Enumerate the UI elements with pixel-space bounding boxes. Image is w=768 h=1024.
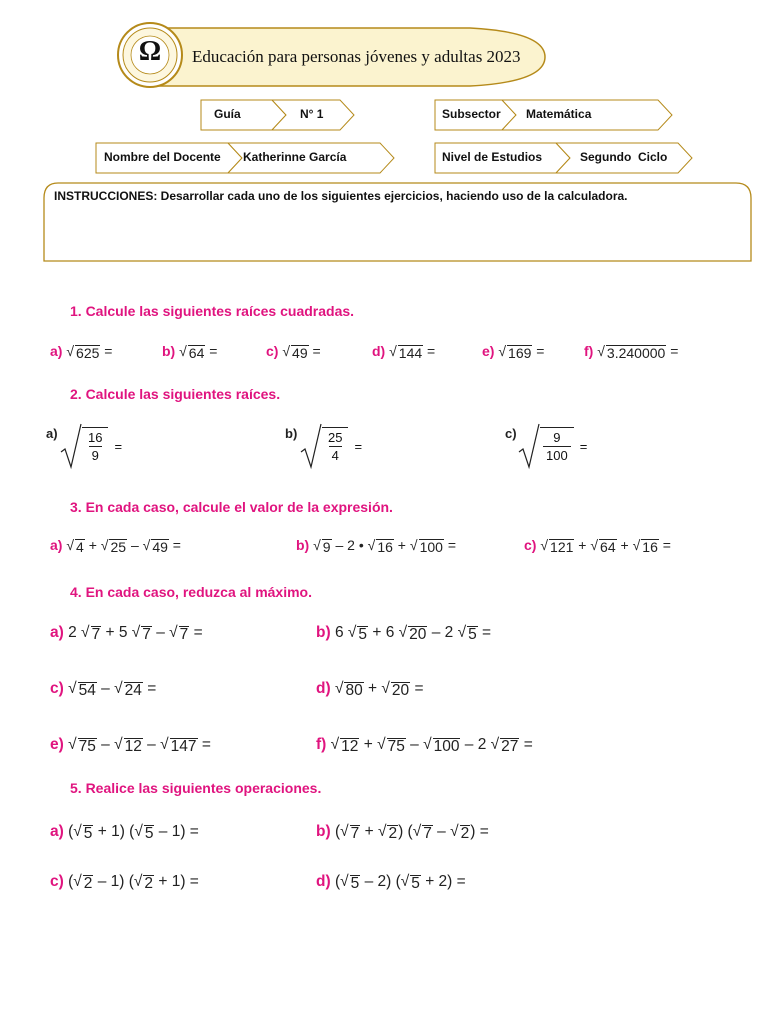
q2-title: 2. Calcule las siguientes raíces. [70,386,281,402]
q5-title: 5. Realice las siguientes operaciones. [70,780,322,796]
q3-item-c: c) √ 121 + √ 64 + √ 16 = [524,537,671,555]
q2-item-c: $\frac{9}{100}$ = [518,422,587,470]
q4-item-d: d) √ 80 + √ 20 = [316,680,424,699]
logo-omega-icon: Ω [138,36,162,67]
q2-label-b: b) [285,426,298,441]
q2-item-b: $\frac{25}{4}$ = [300,422,362,470]
q1-item-c: c) √ 49 = [266,343,321,361]
q1-item-e: e) √ 169 = [482,343,545,361]
q1-title: 1. Calcule las siguientes raíces cuadradas. [70,303,355,319]
q2-label-a: a) [46,426,58,441]
guia-number: N° 1 [300,107,324,121]
instructions-text: INSTRUCCIONES: Desarrollar cada uno de los siguientes ejercicios, haciendo uso de la calculadora. [54,189,628,203]
radical-sign-icon [60,422,82,470]
q5-item-d: d) ( √ 5 – 2) ( √ 5 + 2) = [316,873,466,892]
docente-value: Katherinne García [243,150,347,164]
radical-sign-icon [300,422,322,470]
q1-item-a: a) √ 625 = [50,343,113,361]
q2-item-a: $\frac{16}{9}$ = [60,422,122,470]
q3-item-b: b) √ 9 – 2 • √ 16 + √ 100 = [296,537,456,555]
q1-item-b: b) √ 64 = [162,343,218,361]
page-title: Educación para personas jóvenes y adultas 2023 [192,47,521,66]
docente-label: Nombre del Docente [104,150,221,164]
q5-item-c: c) ( √ 2 – 1) ( √ 2 + 1) = [50,873,199,892]
q5-item-b: b) ( √ 7 + √ 2 ) ( √ 7 – √ 2 ) = [316,823,489,842]
nivel-label: Nivel de Estudios [442,150,543,164]
q2-label-c: c) [505,426,517,441]
radical-sign-icon [518,422,540,470]
header-graphics [0,0,768,280]
guia-label: Guía [214,107,241,121]
q4-title: 4. En cada caso, reduzca al máximo. [70,584,312,600]
q4-item-c: c) √ 54 – √ 24 = [50,680,157,699]
q3-item-a: a) √ 4 + √ 25 – √ 49 = [50,537,181,555]
q4-item-f: f) √ 12 + √ 75 – √ 100 – 2 √ 27 = [316,736,533,755]
q4-item-b: b) 6 √ 5 + 6 √ 20 – 2 √ 5 = [316,624,492,643]
q1-item-f: f) √ 3.240000 = [584,343,679,361]
subsector-value: Matemática [526,107,592,121]
q1-item-d: d) √ 144 = [372,343,436,361]
q4-item-a: a) 2 √ 7 + 5 √ 7 – √ 7 = [50,624,203,643]
q1-radicand-a: 625 [76,345,100,361]
nivel-value: Segundo Ciclo [580,150,668,164]
q4-item-e: e) √ 75 – √ 12 – √ 147 = [50,736,211,755]
q5-item-a: a) ( √ 5 + 1) ( √ 5 – 1) = [50,823,199,842]
q3-title: 3. En cada caso, calcule el valor de la expresión. [70,499,393,515]
subsector-label: Subsector [442,107,501,121]
